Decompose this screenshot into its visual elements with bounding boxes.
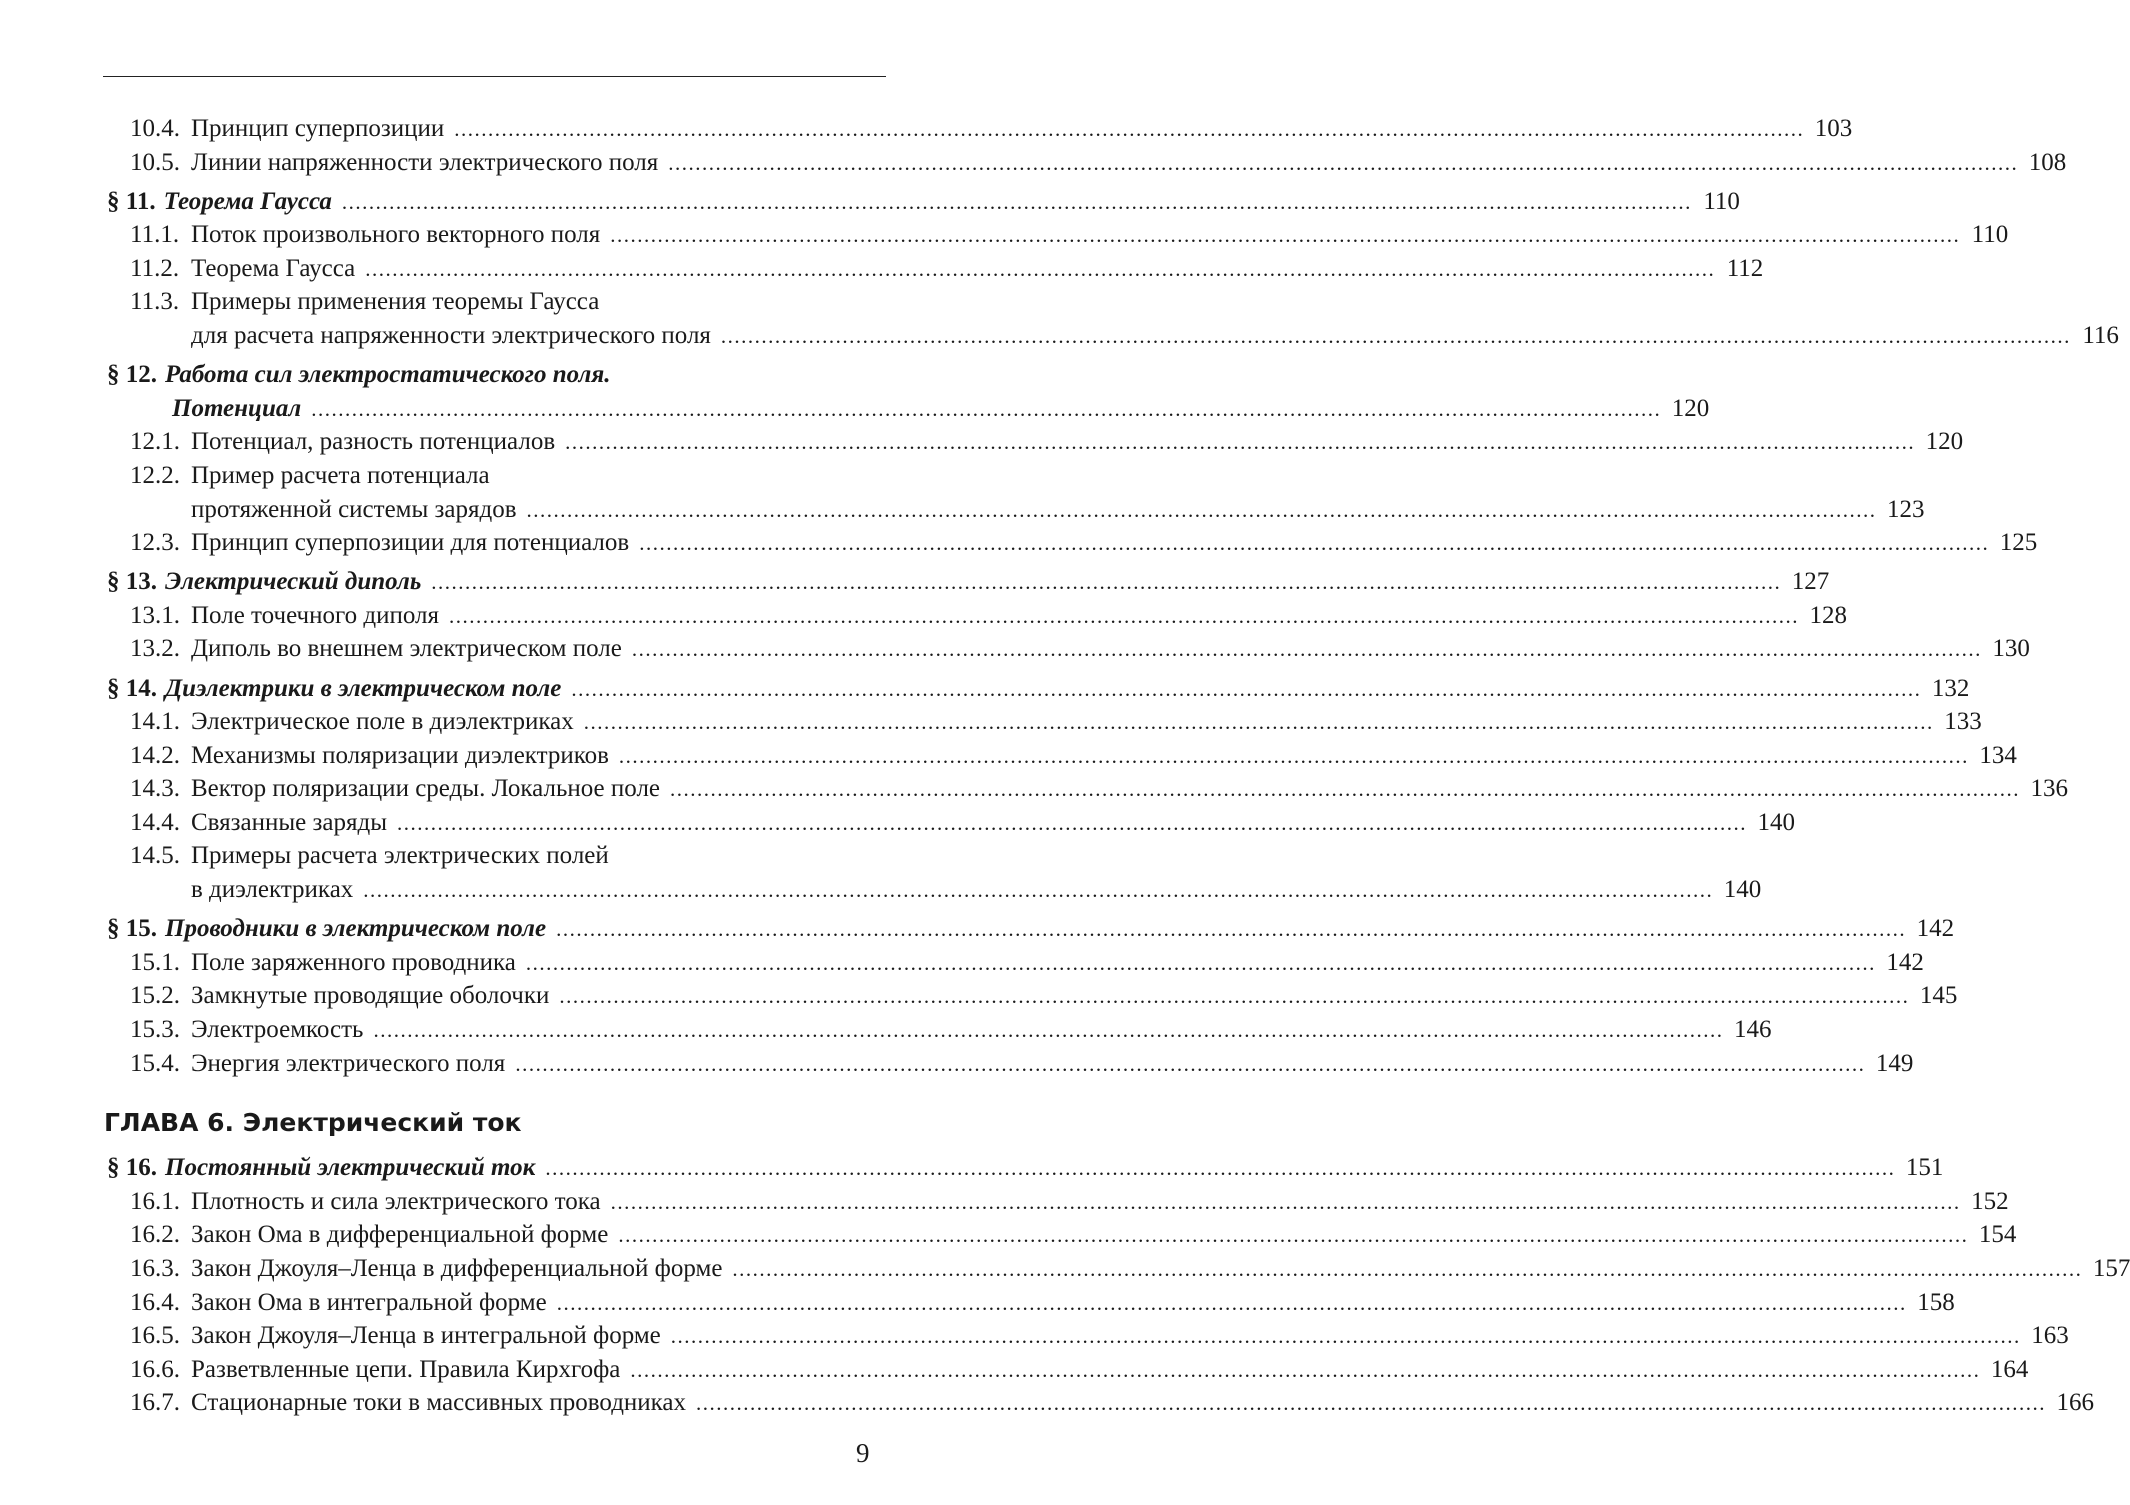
entry-title: Электрический диполь: [165, 568, 422, 596]
entry-number: 14.1.: [130, 708, 180, 736]
entry-number: 15.4.: [130, 1049, 180, 1077]
toc-entry[interactable]: [107, 319, 2119, 353]
entry-page-number: 130: [1992, 635, 2030, 663]
entry-page-number: 151: [1905, 1154, 1944, 1182]
toc-entry[interactable]: [107, 252, 1764, 286]
entry-number: 13.1.: [130, 601, 180, 629]
entry-number: 15.3.: [130, 1015, 180, 1043]
toc-entry[interactable]: [107, 218, 2009, 252]
toc-entry[interactable]: [107, 632, 2030, 666]
entry-number: 16.1.: [130, 1187, 180, 1215]
dot-leader: ........................................................................................................................................................................................................: [610, 223, 1961, 248]
toc-section-entry[interactable]: [107, 672, 1970, 706]
entry-page-number: 154: [1978, 1221, 2017, 1249]
toc-entry[interactable]: [107, 839, 885, 873]
dot-leader: ........................................................................................................................................................................................................: [431, 570, 1782, 595]
toc-entry[interactable]: [107, 112, 1853, 146]
entry-number: 13.2.: [130, 635, 180, 663]
entry-page-number: 157: [2092, 1254, 2130, 1282]
entry-title: в диэлектриках: [191, 876, 354, 904]
entry-title: Электроемкость: [191, 1015, 364, 1043]
entry-page-number: 123: [1887, 495, 1925, 523]
toc-entry[interactable]: [107, 873, 1762, 907]
entry-title: Энергия электрического поля: [191, 1049, 506, 1077]
dot-leader: ........................................................................................................................................................................................................: [556, 1290, 1907, 1315]
entry-number: § 14.: [107, 674, 157, 702]
entry-title: Закон Джоуля–Ленца в интегральной форме: [191, 1322, 661, 1350]
toc-entry[interactable]: [107, 425, 1964, 459]
entry-title: Примеры применения теоремы Гаусса: [191, 288, 600, 316]
dot-leader: ........................................................................................................................................................................................................: [696, 1391, 2047, 1416]
toc-entry[interactable]: [107, 459, 885, 493]
entry-title: Диэлектрики в электрическом поле: [165, 674, 562, 702]
entry-title: протяженной системы зарядов: [191, 495, 517, 523]
toc-section-entry[interactable]: [107, 565, 1830, 599]
entry-page-number: 142: [1916, 915, 1955, 943]
entry-title: Закон Ома в дифференциальной форме: [191, 1221, 609, 1249]
entry-number: § 15.: [107, 915, 157, 943]
entry-title: Потенциал, разность потенциалов: [191, 428, 556, 456]
entry-page-number: 134: [1979, 741, 2017, 769]
toc-entry[interactable]: [107, 772, 2069, 806]
entry-number: 16.4.: [130, 1288, 180, 1316]
entry-title: Проводники в электрическом поле: [165, 915, 547, 943]
dot-leader: ........................................................................................................................................................................................................: [670, 1324, 2021, 1349]
entry-page-number: 112: [1726, 254, 1764, 282]
entry-page-number: 110: [1703, 187, 1740, 215]
dot-leader: ........................................................................................................................................................................................................: [668, 150, 2019, 175]
page-number: 9: [856, 1438, 870, 1468]
dot-leader: ........................................................................................................................................................................................................: [525, 950, 1876, 975]
dot-leader: ........................................................................................................................................................................................................: [618, 1223, 1969, 1248]
entry-number: 12.3.: [130, 529, 180, 557]
toc-entry[interactable]: [107, 599, 1847, 633]
toc-entry[interactable]: [107, 285, 885, 319]
entry-title: Стационарные токи в массивных проводниках: [191, 1389, 687, 1417]
entry-number: 15.1.: [130, 948, 180, 976]
dot-leader: ........................................................................................................................................................................................................: [583, 710, 1934, 735]
entry-number: § 11.: [107, 187, 156, 215]
entry-number: 12.2.: [130, 461, 180, 489]
dot-leader: ........................................................................................................................................................................................................: [732, 1256, 2083, 1281]
toc-entry[interactable]: [107, 1286, 1955, 1320]
toc-entry[interactable]: [107, 1047, 1914, 1081]
entry-page-number: 128: [1809, 601, 1847, 629]
entry-page-number: 120: [1925, 428, 1964, 456]
entry-number: 14.4.: [130, 808, 180, 836]
toc-section-entry[interactable]: [107, 392, 1710, 426]
toc-entry[interactable]: [107, 146, 2067, 180]
dot-leader: ........................................................................................................................................................................................................: [618, 743, 1969, 768]
toc-section-entry[interactable]: [107, 1151, 1944, 1185]
toc-entry[interactable]: [107, 1353, 2029, 1387]
toc-entry[interactable]: [107, 806, 1796, 840]
entry-title: Механизмы поляризации диэлектриков: [191, 741, 609, 769]
toc-entry[interactable]: [107, 979, 1958, 1013]
dot-leader: ........................................................................................................................................................................................................: [670, 777, 2021, 802]
toc-entry[interactable]: [107, 1185, 2009, 1219]
entry-page-number: 146: [1733, 1015, 1772, 1043]
entry-title: Поле заряженного проводника: [191, 948, 516, 976]
dot-leader: ........................................................................................................................................................................................................: [397, 810, 1748, 835]
entry-title: Работа сил электростатического поля.: [165, 361, 611, 389]
entry-page-number: 103: [1814, 115, 1853, 142]
entry-page-number: 145: [1919, 982, 1958, 1010]
dot-leader: ........................................................................................................................................................................................................: [571, 676, 1922, 701]
entry-title: Вектор поляризации среды. Локальное поле: [191, 775, 661, 803]
toc-section-entry[interactable]: [107, 358, 885, 392]
dot-leader: ........................................................................................................................................................................................................: [454, 117, 1805, 141]
entry-title: Принцип суперпозиции для потенциалов: [191, 529, 630, 557]
entry-number: § 12.: [107, 361, 157, 389]
table-of-contents: [104, 112, 2130, 1420]
entry-page-number: 149: [1875, 1049, 1914, 1077]
entry-number: 11.2.: [130, 254, 180, 282]
entry-page-number: 125: [1999, 529, 2038, 557]
entry-title: Теорема Гаусса: [191, 254, 356, 282]
entry-number: 14.3.: [130, 775, 180, 803]
dot-leader: ........................................................................................................................................................................................................: [639, 531, 1990, 556]
entry-page-number: 110: [1971, 221, 2009, 249]
entry-number: 10.5.: [130, 148, 180, 176]
entry-page-number: 140: [1757, 808, 1796, 836]
entry-page-number: 163: [2031, 1322, 2069, 1350]
dot-leader: ........................................................................................................................................................................................................: [559, 984, 1910, 1009]
entry-number: 14.2.: [130, 741, 180, 769]
entry-title: Потенциал: [172, 394, 302, 422]
entry-number: § 16.: [107, 1154, 157, 1182]
entry-title: Диполь во внешнем электрическом поле: [191, 635, 622, 663]
entry-title: Поток произвольного векторного поля: [191, 221, 601, 249]
entry-page-number: 120: [1671, 394, 1710, 422]
entry-number: 16.3.: [130, 1254, 180, 1282]
dot-leader: ........................................................................................................................................................................................................: [720, 324, 2071, 349]
toc-entry[interactable]: [107, 526, 2038, 560]
entry-number: § 13.: [107, 568, 157, 596]
entry-title: Теорема Гаусса: [163, 187, 332, 215]
entry-number: 16.7.: [130, 1389, 180, 1417]
entry-number: 15.2.: [130, 982, 180, 1010]
entry-page-number: 164: [1990, 1355, 2029, 1383]
entry-title: Примеры расчета электрических полей: [191, 842, 609, 870]
entry-title: Связанные заряды: [191, 808, 388, 836]
entry-number: 16.6.: [130, 1355, 180, 1383]
entry-title: Поле точечного диполя: [191, 601, 439, 629]
dot-leader: ........................................................................................................................................................................................................: [365, 256, 1716, 281]
entry-title: Замкнутые проводящие оболочки: [191, 982, 550, 1010]
header-rule: [103, 76, 886, 77]
dot-leader: ........................................................................................................................................................................................................: [363, 878, 1714, 903]
dot-leader: ........................................................................................................................................................................................................: [610, 1189, 1961, 1214]
entry-title: Закон Джоуля–Ленца в дифференциальной форме: [191, 1254, 723, 1282]
dot-leader: ........................................................................................................................................................................................................: [526, 497, 1877, 522]
entry-title: для расчета напряженности электрического поля: [191, 322, 711, 350]
dot-leader: ........................................................................................................................................................................................................: [311, 396, 1662, 421]
dot-leader: ........................................................................................................................................................................................................: [373, 1017, 1724, 1042]
dot-leader: ........................................................................................................................................................................................................: [630, 1357, 1981, 1382]
entry-page-number: 142: [1886, 948, 1924, 976]
entry-number: 11.1.: [130, 221, 180, 249]
entry-page-number: 152: [1971, 1187, 2009, 1215]
toc-entry[interactable]: [107, 705, 1982, 739]
chapter-heading: ГЛАВА 6. Электрический ток: [104, 1108, 522, 1138]
entry-title: Линии напряженности электрического поля: [191, 148, 659, 176]
entry-number: 10.4.: [130, 115, 180, 142]
entry-page-number: 158: [1917, 1288, 1955, 1316]
entry-title: Закон Ома в интегральной форме: [191, 1288, 547, 1316]
dot-leader: ........................................................................................................................................................................................................: [631, 637, 1982, 662]
entry-page-number: 166: [2056, 1389, 2095, 1417]
toc-entry[interactable]: [107, 1386, 2095, 1420]
entry-number: 16.5.: [130, 1322, 180, 1350]
entry-number: 14.5.: [130, 842, 180, 870]
toc-entry[interactable]: [107, 1218, 2017, 1252]
dot-leader: ........................................................................................................................................................................................................: [565, 430, 1916, 455]
toc-entry[interactable]: [107, 1319, 2069, 1353]
dot-leader: ........................................................................................................................................................................................................: [556, 917, 1907, 942]
entry-title: Постоянный электрический ток: [165, 1154, 536, 1182]
entry-page-number: 108: [2028, 148, 2067, 176]
entry-title: Электрическое поле в диэлектриках: [191, 708, 574, 736]
entry-page-number: 140: [1723, 876, 1762, 904]
dot-leader: ........................................................................................................................................................................................................: [449, 603, 1799, 628]
entry-number: 11.3.: [130, 288, 180, 316]
dot-leader: ........................................................................................................................................................................................................: [515, 1051, 1866, 1076]
entry-title: Принцип суперпозиции: [191, 115, 445, 142]
entry-page-number: 136: [2030, 775, 2069, 803]
entry-number: 12.1.: [130, 428, 180, 456]
entry-number: 16.2.: [130, 1221, 180, 1249]
toc-entry[interactable]: [107, 1252, 2130, 1286]
dot-leader: ........................................................................................................................................................................................................: [545, 1156, 1896, 1181]
toc-entry[interactable]: [107, 946, 1924, 980]
entry-page-number: 133: [1944, 708, 1982, 736]
entry-page-number: 116: [2082, 322, 2119, 350]
toc-entry[interactable]: [107, 493, 1925, 527]
entry-title: Пример расчета потенциала: [191, 461, 490, 489]
toc-section-entry[interactable]: [107, 185, 1740, 219]
entry-title: Разветвленные цепи. Правила Кирхгофа: [191, 1355, 621, 1383]
entry-page-number: 127: [1791, 568, 1830, 596]
entry-title: Плотность и сила электрического тока: [191, 1187, 601, 1215]
toc-entry[interactable]: [107, 1013, 1772, 1047]
toc-section-entry[interactable]: [107, 912, 1955, 946]
toc-entry[interactable]: [107, 739, 2017, 773]
dot-leader: ........................................................................................................................................................................................................: [341, 189, 1692, 214]
entry-page-number: 132: [1931, 674, 1970, 702]
